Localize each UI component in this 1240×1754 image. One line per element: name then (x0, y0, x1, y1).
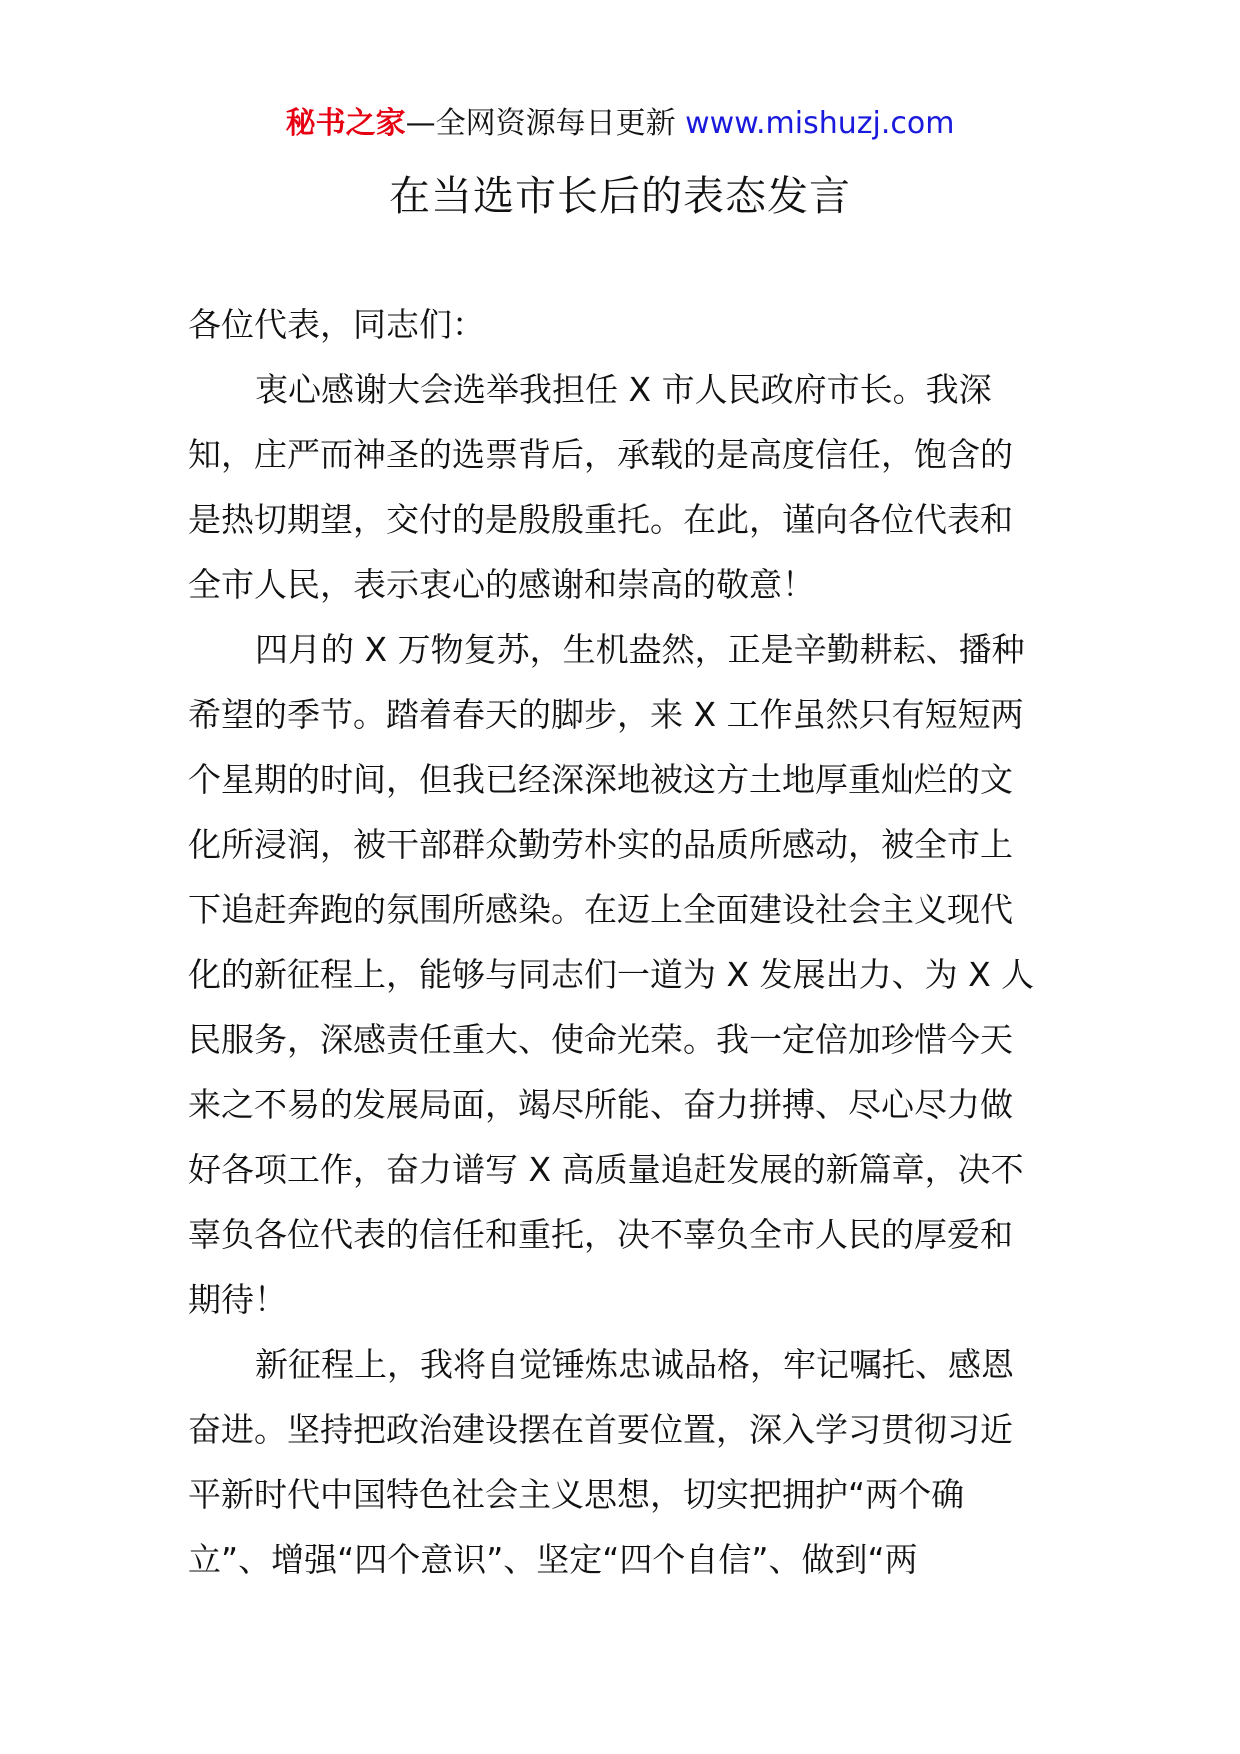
site-brand-name: 秘书之家 (285, 106, 406, 141)
site-banner (0, 104, 1240, 144)
paragraph-line: 立”、增强“四个意识”、坚定“四个自信”、做到“两 (188, 1540, 918, 1579)
paragraph-line: 知，庄严而神圣的选票背后，承载的是高度信任，饱含的 (188, 435, 1013, 474)
paragraph-line: 奋进。坚持把政治建设摆在首要位置，深入学习贯彻习近 (188, 1410, 1013, 1449)
paragraph-line: 四月的 X 万物复苏，生机盎然，正是辛勤耕耘、播种 (255, 630, 1025, 669)
paragraph-line: 辜负各位代表的信任和重托，决不辜负全市人民的厚爱和 (188, 1215, 1013, 1254)
paragraph-line: 来之不易的发展局面，竭尽所能、奋力拼搏、尽心尽力做 (188, 1085, 1013, 1124)
paragraph-line: 民服务，深感责任重大、使命光荣。我一定倍加珍惜今天 (188, 1020, 1013, 1059)
salutation-line: 各位代表，同志们： (188, 305, 485, 344)
paragraph-line: 衷心感谢大会选举我担任 X 市人民政府市长。我深 (255, 370, 992, 409)
paragraph-line: 新征程上，我将自觉锤炼忠诚品格，牢记嘱托、感恩 (255, 1345, 1014, 1384)
paragraph-line: 全市人民，表示衷心的感谢和崇高的敬意！ (188, 565, 815, 604)
document-body (188, 292, 1060, 1592)
paragraph-line: 希望的季节。踏着春天的脚步，来 X 工作虽然只有短短两 (188, 695, 1024, 734)
paragraph-line: 好各项工作，奋力谱写 X 高质量追赶发展的新篇章，决不 (188, 1150, 1024, 1189)
site-url-link[interactable]: www.mishuzj.com (685, 106, 955, 141)
paragraph-line: 个星期的时间，但我已经深深地被这方土地厚重灿烂的文 (188, 760, 1013, 799)
paragraph-line: 期待！ (188, 1280, 287, 1319)
paragraph-line: 化所浸润，被干部群众勤劳朴实的品质所感动，被全市上 (188, 825, 1013, 864)
paragraph-line: 平新时代中国特色社会主义思想，切实把拥护“两个确 (188, 1475, 965, 1514)
site-tagline: —全网资源每日更新 (405, 106, 686, 141)
paragraph-line: 化的新征程上，能够与同志们一道为 X 发展出力、为 X 人 (188, 955, 1035, 994)
document-title: 在当选市长后的表态发言 (389, 172, 851, 220)
paragraph-line: 下追赶奔跑的氛围所感染。在迈上全面建设社会主义现代 (188, 890, 1013, 929)
paragraph-line: 是热切期望，交付的是殷殷重托。在此，谨向各位代表和 (188, 500, 1013, 539)
